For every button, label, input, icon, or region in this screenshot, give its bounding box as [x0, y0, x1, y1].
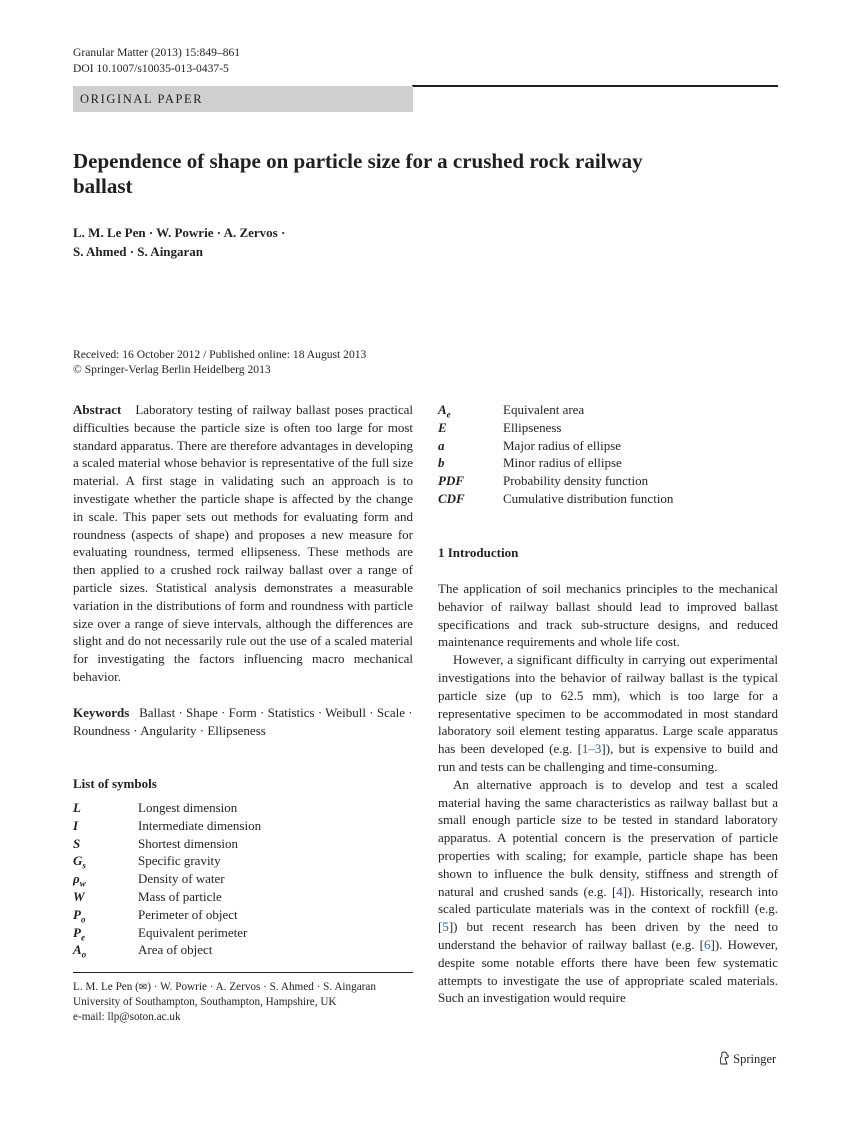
footnote-rule	[73, 972, 413, 973]
symbol-letter: P	[73, 924, 81, 940]
symbol-letter: ρ	[73, 871, 80, 887]
received-line: Received: 16 October 2012 / Published online: 18 August 2013	[73, 348, 367, 361]
citation-link-6[interactable]: 6	[704, 936, 711, 952]
symbol-letter: E	[438, 419, 447, 435]
symbol-subscript: e	[446, 409, 451, 420]
symbol-letter: I	[73, 817, 79, 833]
symbol	[438, 490, 503, 508]
symbol-letter: a	[438, 437, 445, 453]
symbol-letter: A	[438, 402, 447, 417]
copyright-line: © Springer-Verlag Berlin Heidelberg 2013	[73, 363, 271, 376]
abstract-text: Laboratory testing of railway ballast poses practical difficulties because the particle size is often too large for most standard apparatus. There are therefore advantages in developing a scaled material whose behavior is representative of the full size material. A first stage in validating such an approach is to investigate whether the particle shape is affected by the change in scale. This paper sets out methods for evaluating form and roundness (aspects of shape) and proposes a new measure for evaluating roundness, termed ellipseness. These methods are then applied to a crushed rock railway ballast over a range of particle sizes. Statistical analysis demonstrates a measurable variation in the distributions of form and roundness with particle size over a range of sieve intervals, although the differences are slight and do not necessarily rule out the use of a scaled material for investigating the factors influencing macro mechanical behavior.	[73, 402, 413, 684]
symbol	[438, 437, 503, 455]
symbol-description: Cumulative distribution function	[503, 491, 674, 506]
symbol-description: Minor radius of ellipse	[503, 455, 622, 471]
paper-title: Dependence of shape on particle size for a crushed rock railway ballast	[73, 149, 643, 198]
email[interactable]: e-mail: llp@soton.ac.uk	[73, 1010, 181, 1023]
symbol-subscript: w	[79, 878, 86, 889]
symbol-description: Ellipseness	[503, 419, 562, 435]
symbol-description: Probability density function	[503, 473, 649, 489]
header-rule	[412, 85, 778, 87]
symbol-letter: L	[73, 800, 81, 815]
symbol-list-right	[438, 401, 778, 511]
introduction-body	[438, 580, 778, 1007]
intro-p3-text-a: An alternative approach is to develop and test a scaled material having the same characteristics as railway ballast but a small enough particle size to be tested in standard laboratory apparatus. A potential concern is the preservation of particle properties with scaling; for example, particle shape has been shown to influence the bulk density, stiffness and strength of natural and crushed sands (e.g. [	[438, 776, 778, 899]
symbol-letter: PDF	[438, 473, 464, 489]
symbol-description: Mass of particle	[138, 889, 222, 904]
introduction-heading: 1 Introduction	[438, 545, 519, 560]
symbol-description: Area of object	[138, 942, 213, 958]
article-type-label: ORIGINAL PAPER	[80, 92, 204, 106]
symbol-description: Density of water	[138, 871, 225, 887]
author-line-1: L. M. Le Pen · W. Powrie · A. Zervos ·	[73, 225, 286, 240]
symbol	[73, 941, 138, 964]
symbol	[73, 799, 138, 817]
keywords-text: Ballast · Shape · Form · Statistics · Weibull · Scale · Roundness · Angularity · Ellipseness	[73, 705, 413, 738]
intro-paragraph-3	[438, 776, 778, 1007]
citation-link-5[interactable]: 5	[442, 919, 449, 935]
author-line-2: S. Ahmed · S. Aingaran	[73, 244, 204, 259]
symbol-description: Equivalent area	[503, 402, 585, 417]
publisher-name: Springer	[733, 1052, 777, 1066]
symbol-row	[438, 437, 621, 455]
intro-p3-text-b: ]). Historically, research into scaled particulate materials was in the context of rockfill (e.g. [	[438, 883, 778, 935]
symbol	[73, 835, 138, 853]
intro-paragraph-2	[438, 651, 778, 776]
symbol	[73, 888, 138, 906]
symbol-letter: b	[438, 455, 445, 471]
affiliation: University of Southampton, Southampton, Hampshire, UK	[73, 996, 337, 1009]
symbol	[438, 419, 503, 437]
symbol-description: Equivalent perimeter	[138, 924, 248, 940]
keywords-label: Keywords	[73, 705, 130, 720]
symbol-row	[73, 817, 261, 835]
symbol-letter: G	[73, 853, 83, 869]
symbol-letter: S	[73, 835, 81, 851]
symbol-row	[438, 472, 648, 490]
symbol-subscript: o	[80, 914, 86, 925]
symbol-description: Perimeter of object	[138, 906, 238, 922]
publication-dates	[73, 347, 366, 377]
citation-link-1-3[interactable]: 1–3	[581, 741, 602, 757]
symbol-row	[438, 454, 622, 472]
symbol-row	[73, 835, 238, 853]
abstract-label: Abstract	[73, 402, 122, 417]
springer-horse-icon	[718, 1051, 730, 1065]
symbol-row	[73, 888, 222, 906]
symbol-list-left	[73, 799, 413, 969]
symbol-subscript: e	[80, 932, 85, 943]
intro-p3-text-d: ]). However, despite some notable efforts there have been few systematic attempts to investigate the use of appropriate scaled materials. Such an investigation would require	[438, 936, 778, 1006]
author-affiliation	[73, 980, 418, 1024]
intro-paragraph-1: The application of soil mechanics principles to the mechanical behavior of railway ballast should lead to improved ballast specifications and track sub-structure designs, and reduced maintenance requirements and whole life cost.	[438, 581, 778, 650]
symbol-description: Intermediate dimension	[138, 817, 262, 833]
symbol-description: Shortest dimension	[138, 835, 239, 851]
coauthors: ) · W. Powrie · A. Zervos · S. Ahmed · S. Aingaran	[147, 981, 376, 993]
symbol-subscript: s	[82, 860, 86, 871]
symbol-row	[438, 419, 562, 437]
intro-p2-text-a: However, a significant difficulty in carrying out experimental investigations into the behavior of railway ballast is the typical particle size (up to 62.5 mm), which is too large for a representative specimen to be accommodated in most standard laboratory soil element testing apparatus. Large scale apparatus has been developed (e.g. [	[438, 652, 778, 757]
symbol-description: Specific gravity	[138, 853, 221, 869]
symbol	[438, 472, 503, 490]
symbol	[73, 817, 138, 835]
doi: DOI 10.1007/s10035-013-0437-5	[73, 62, 229, 75]
symbol-description: Major radius of ellipse	[503, 437, 622, 453]
journal-citation: Granular Matter (2013) 15:849–861	[73, 46, 241, 59]
symbol-letter: W	[73, 889, 85, 904]
symbol-letter: CDF	[438, 491, 465, 506]
intro-p2-text-b: ]), but is expensive to build and run and tests can be challenging and time-consuming.	[438, 741, 778, 774]
symbol-row	[438, 490, 673, 508]
envelope-icon: ✉	[138, 982, 148, 993]
citation-link-4[interactable]: 4	[616, 883, 623, 899]
symbol-row	[73, 799, 237, 817]
symbol-row	[73, 941, 212, 964]
author-list	[73, 223, 285, 261]
abstract	[73, 401, 413, 686]
symbol-subscript: o	[81, 949, 87, 960]
keywords	[73, 704, 413, 740]
symbol-description: Longest dimension	[138, 800, 238, 815]
corresponding-author: L. M. Le Pen (	[73, 981, 139, 993]
symbol	[438, 454, 503, 472]
symbols-heading: List of symbols	[73, 776, 157, 791]
symbol-letter: A	[73, 942, 82, 958]
symbol-letter: P	[73, 906, 81, 922]
publisher-logo	[718, 1051, 776, 1067]
intro-p3-text-c: ]) but recent research has been driven by the need to understand the behavior of railway ballast (e.g. [	[438, 919, 778, 952]
